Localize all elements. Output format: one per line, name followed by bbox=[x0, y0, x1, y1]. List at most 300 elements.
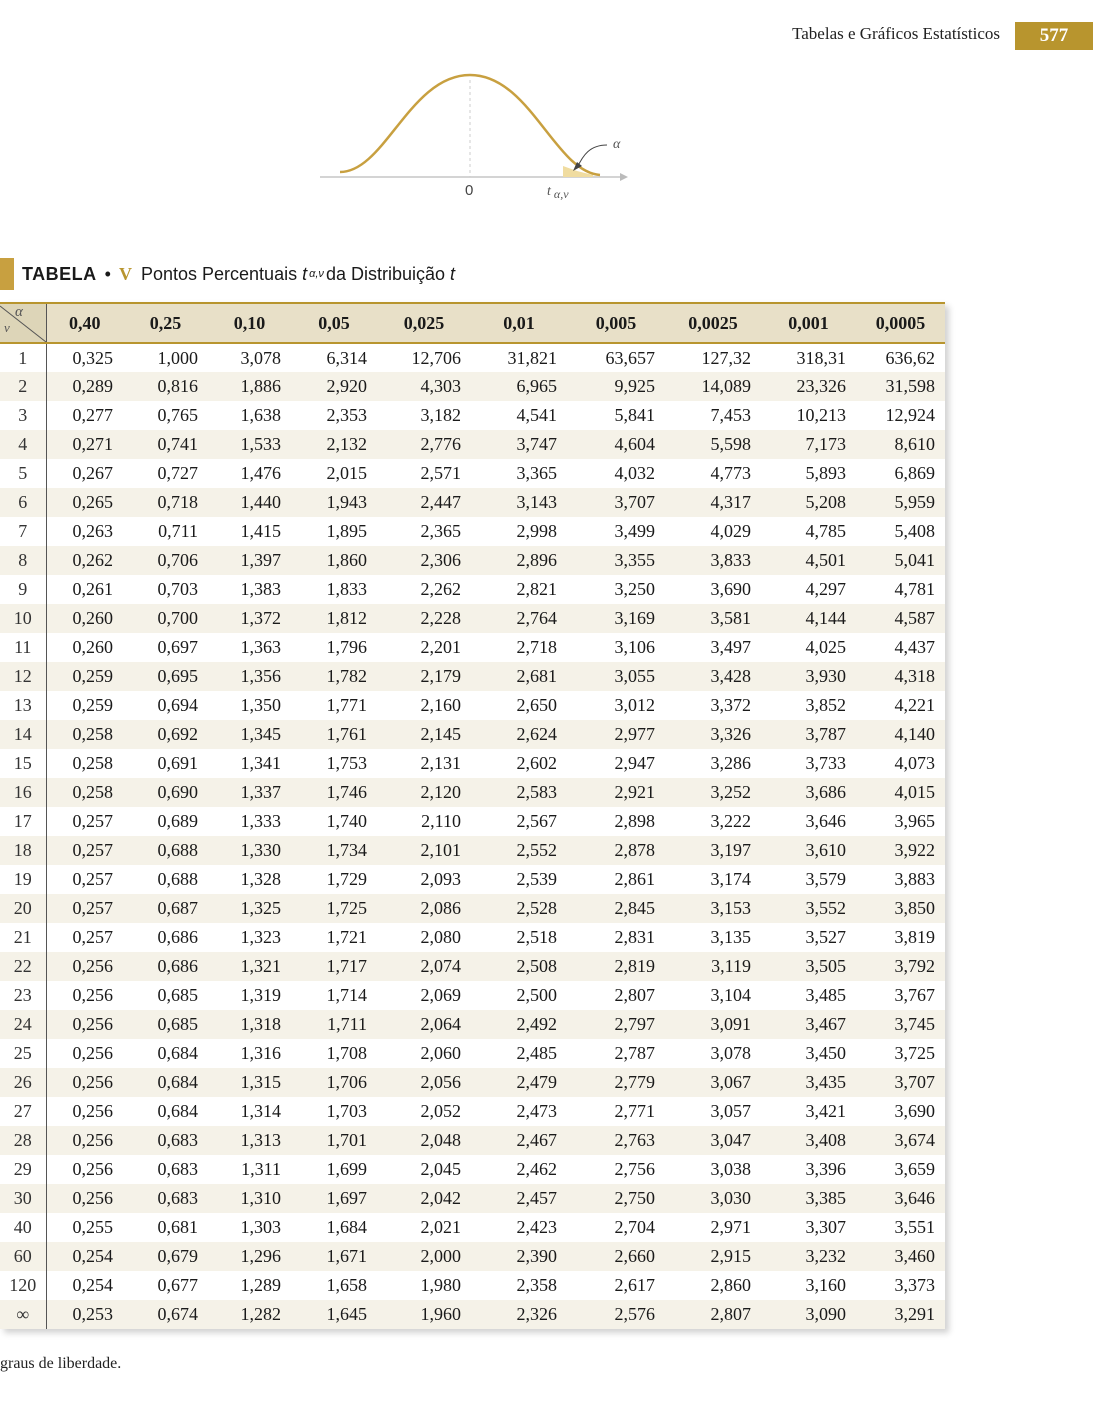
table-cell: 0,263 bbox=[72, 521, 113, 541]
table-cell: 3,326 bbox=[665, 720, 761, 749]
table-cell: 1,721 bbox=[326, 927, 367, 947]
table-row bbox=[0, 372, 945, 401]
table-cell: 6,314 bbox=[326, 347, 367, 368]
table-cell: 2,473 bbox=[516, 1101, 557, 1121]
table-row bbox=[0, 1300, 945, 1329]
degrees-of-freedom-cell: 40 bbox=[0, 1213, 46, 1242]
table-cell: 2,064 bbox=[377, 1010, 471, 1039]
table-cell: 4,541 bbox=[516, 405, 557, 425]
table-cell: 3,038 bbox=[710, 1159, 751, 1179]
table-cell: 0,689 bbox=[157, 811, 198, 831]
table-cell: 1,711 bbox=[291, 1010, 377, 1039]
table-row bbox=[0, 778, 945, 807]
table-cell: 0,677 bbox=[157, 1275, 198, 1295]
table-cell: 3,355 bbox=[567, 546, 665, 575]
column-header: 0,005 bbox=[567, 303, 665, 343]
table-cell: 3,408 bbox=[761, 1126, 856, 1155]
table-cell: 1,697 bbox=[291, 1184, 377, 1213]
table-cell: 4,140 bbox=[856, 720, 945, 749]
table-cell: 3,197 bbox=[665, 836, 761, 865]
t-label: t bbox=[547, 184, 551, 199]
table-cell: 0,271 bbox=[46, 430, 123, 459]
table-cell: 0,258 bbox=[72, 753, 113, 773]
degrees-of-freedom-cell: 9 bbox=[0, 575, 46, 604]
table-row bbox=[0, 633, 945, 662]
table-cell: 1,729 bbox=[326, 869, 367, 889]
table-row bbox=[0, 401, 945, 430]
table-cell: 3,078 bbox=[710, 1043, 751, 1063]
table-cell: 1,740 bbox=[326, 811, 367, 831]
table-cell: 0,690 bbox=[123, 778, 208, 807]
table-cell: 4,297 bbox=[805, 579, 846, 599]
table-cell: 3,012 bbox=[614, 695, 655, 715]
table-cell: 5,841 bbox=[614, 405, 655, 425]
table-cell: 0,688 bbox=[157, 869, 198, 889]
degrees-of-freedom-cell: 5 bbox=[0, 459, 46, 488]
table-cell: 1,671 bbox=[291, 1242, 377, 1271]
table-cell: 2,576 bbox=[567, 1300, 665, 1329]
table-cell: 0,257 bbox=[72, 869, 113, 889]
table-cell: 4,773 bbox=[710, 463, 751, 483]
column-header: 0,05 bbox=[291, 303, 377, 343]
table-cell: 1,330 bbox=[208, 836, 291, 865]
table-cell: 636,62 bbox=[885, 347, 935, 368]
table-row bbox=[0, 720, 945, 749]
table-cell: 2,069 bbox=[420, 985, 461, 1005]
degrees-of-freedom-cell: 8 bbox=[0, 546, 46, 575]
table-cell: 1,415 bbox=[240, 521, 281, 541]
table-cell: 2,101 bbox=[377, 836, 471, 865]
table-cell: 1,703 bbox=[326, 1101, 367, 1121]
table-cell: 2,358 bbox=[516, 1275, 557, 1295]
table-row bbox=[0, 459, 945, 488]
table-cell: 2,807 bbox=[614, 985, 655, 1005]
table-cell: 1,533 bbox=[208, 430, 291, 459]
table-cell: 3,485 bbox=[805, 985, 846, 1005]
table-cell: 2,056 bbox=[377, 1068, 471, 1097]
t-subscript: α,ν bbox=[553, 187, 569, 201]
table-cell: 3,232 bbox=[761, 1242, 856, 1271]
table-cell: 4,587 bbox=[856, 604, 945, 633]
table-cell: 3,551 bbox=[894, 1217, 935, 1237]
table-cell: 1,313 bbox=[208, 1126, 291, 1155]
table-cell: 1,440 bbox=[208, 488, 291, 517]
table-cell: 2,228 bbox=[377, 604, 471, 633]
table-cell: 2,624 bbox=[471, 720, 567, 749]
table-cell: 1,319 bbox=[240, 985, 281, 1005]
table-cell: 0,674 bbox=[123, 1300, 208, 1329]
table-cell: 1,717 bbox=[291, 952, 377, 981]
table-cell: 3,067 bbox=[665, 1068, 761, 1097]
table-cell: 2,500 bbox=[516, 985, 557, 1005]
table-row bbox=[0, 1213, 945, 1242]
table-cell: 1,318 bbox=[208, 1010, 291, 1039]
table-row bbox=[0, 952, 945, 981]
table-cell: 1,860 bbox=[291, 546, 377, 575]
table-cell: 0,691 bbox=[157, 753, 198, 773]
table-row bbox=[0, 894, 945, 923]
table-cell: 3,497 bbox=[710, 637, 751, 657]
table-cell: 0,679 bbox=[123, 1242, 208, 1271]
table-cell: 1,960 bbox=[377, 1300, 471, 1329]
table-cell: 0,325 bbox=[72, 347, 113, 368]
table-cell: 2,771 bbox=[614, 1101, 655, 1121]
table-cell: 2,539 bbox=[516, 869, 557, 889]
table-cell: 2,819 bbox=[567, 952, 665, 981]
table-cell: 4,501 bbox=[761, 546, 856, 575]
degrees-of-freedom-cell: 18 bbox=[0, 836, 46, 865]
table-cell: 3,965 bbox=[894, 811, 935, 831]
table-cell: 0,255 bbox=[72, 1217, 113, 1237]
table-cell: 2,145 bbox=[377, 720, 471, 749]
table-cell: 2,861 bbox=[614, 869, 655, 889]
column-header: 0,0005 bbox=[856, 303, 945, 343]
table-cell: 1,708 bbox=[326, 1043, 367, 1063]
title-label: TABELA bbox=[22, 263, 97, 284]
table-cell: 1,356 bbox=[208, 662, 291, 691]
table-cell: 2,977 bbox=[567, 720, 665, 749]
table-cell: 4,317 bbox=[665, 488, 761, 517]
table-cell: 3,182 bbox=[420, 405, 461, 425]
column-header: 0,01 bbox=[471, 303, 567, 343]
table-cell: 2,704 bbox=[614, 1217, 655, 1237]
table-row bbox=[0, 1155, 945, 1184]
table-cell: 3,135 bbox=[710, 927, 751, 947]
table-cell: 14,089 bbox=[665, 372, 761, 401]
table-cell: 127,32 bbox=[701, 347, 751, 368]
table-cell: 1,734 bbox=[291, 836, 377, 865]
table-cell: 3,143 bbox=[471, 488, 567, 517]
table-cell: 4,303 bbox=[377, 372, 471, 401]
table-cell: 2,776 bbox=[377, 430, 471, 459]
degrees-of-freedom-cell: 28 bbox=[0, 1126, 46, 1155]
table-cell: 1,345 bbox=[208, 720, 291, 749]
table-cell: 3,119 bbox=[665, 952, 761, 981]
degrees-of-freedom-cell: 20 bbox=[0, 894, 46, 923]
table-cell: 0,765 bbox=[157, 405, 198, 425]
table-cell: 7,453 bbox=[710, 405, 751, 425]
degrees-of-freedom-cell: 7 bbox=[0, 517, 46, 546]
title-number: V bbox=[118, 263, 132, 284]
table-cell: 1,323 bbox=[240, 927, 281, 947]
table-cell: 4,029 bbox=[710, 521, 751, 541]
table-cell: 3,725 bbox=[894, 1043, 935, 1063]
table-cell: 0,685 bbox=[157, 985, 198, 1005]
table-cell: 0,727 bbox=[157, 463, 198, 483]
title-t-subscript: α,ν bbox=[309, 268, 324, 280]
table-cell: 3,467 bbox=[761, 1010, 856, 1039]
table-cell: 2,971 bbox=[710, 1217, 751, 1237]
table-cell: 2,756 bbox=[614, 1159, 655, 1179]
table-cell: 2,567 bbox=[516, 811, 557, 831]
table-cell: 3,153 bbox=[665, 894, 761, 923]
table-row bbox=[0, 1097, 945, 1126]
table-cell: 1,812 bbox=[291, 604, 377, 633]
degrees-of-freedom-cell: 3 bbox=[0, 401, 46, 430]
table-cell: 1,383 bbox=[240, 579, 281, 599]
table-cell: 2,462 bbox=[516, 1159, 557, 1179]
table-cell: 0,261 bbox=[72, 579, 113, 599]
table-cell: 0,700 bbox=[123, 604, 208, 633]
table-row bbox=[0, 1184, 945, 1213]
table-row bbox=[0, 430, 945, 459]
table-cell: 4,437 bbox=[894, 637, 935, 657]
table-cell: 2,492 bbox=[471, 1010, 567, 1039]
table-row bbox=[0, 1068, 945, 1097]
table-cell: 2,132 bbox=[291, 430, 377, 459]
table-cell: 3,833 bbox=[665, 546, 761, 575]
table-cell: 0,253 bbox=[46, 1300, 123, 1329]
table-cell: 2,120 bbox=[377, 778, 471, 807]
title-text: Pontos Percentuais bbox=[140, 263, 298, 284]
table-cell: 2,045 bbox=[420, 1159, 461, 1179]
table-row bbox=[0, 807, 945, 836]
table-cell: 8,610 bbox=[856, 430, 945, 459]
degrees-of-freedom-cell: 27 bbox=[0, 1097, 46, 1126]
table-cell: 4,073 bbox=[894, 753, 935, 773]
alpha-pointer-arrow bbox=[577, 145, 607, 168]
table-cell: 0,256 bbox=[46, 1184, 123, 1213]
table-cell: 3,883 bbox=[894, 869, 935, 889]
table-row bbox=[0, 662, 945, 691]
table-cell: 2,797 bbox=[567, 1010, 665, 1039]
table-cell: 3,581 bbox=[665, 604, 761, 633]
table-cell: 0,259 bbox=[46, 662, 123, 691]
table-cell: 2,660 bbox=[567, 1242, 665, 1271]
table-row bbox=[0, 836, 945, 865]
table-row bbox=[0, 691, 945, 720]
table-cell: 4,144 bbox=[761, 604, 856, 633]
table-cell: 31,821 bbox=[507, 347, 557, 368]
degrees-of-freedom-cell: ∞ bbox=[0, 1300, 46, 1329]
table-cell: 6,869 bbox=[894, 463, 935, 483]
table-cell: 1,282 bbox=[208, 1300, 291, 1329]
table-cell: 3,707 bbox=[856, 1068, 945, 1097]
table-cell: 5,959 bbox=[856, 488, 945, 517]
table-cell: 3,057 bbox=[710, 1101, 751, 1121]
degrees-of-freedom-cell: 23 bbox=[0, 981, 46, 1010]
table-cell: 2,787 bbox=[614, 1043, 655, 1063]
table-cell: 4,785 bbox=[805, 521, 846, 541]
degrees-of-freedom-cell: 30 bbox=[0, 1184, 46, 1213]
table-cell: 3,160 bbox=[805, 1275, 846, 1295]
table-cell: 3,106 bbox=[614, 637, 655, 657]
degrees-of-freedom-cell: 14 bbox=[0, 720, 46, 749]
footnote: graus de liberdade. bbox=[0, 1355, 122, 1372]
table-cell: 2,764 bbox=[471, 604, 567, 633]
table-cell: 3,733 bbox=[805, 753, 846, 773]
table-cell: 0,254 bbox=[46, 1242, 123, 1271]
table-cell: 3,222 bbox=[710, 811, 751, 831]
table-cell: 3,686 bbox=[761, 778, 856, 807]
degrees-of-freedom-cell: 12 bbox=[0, 662, 46, 691]
table-cell: 2,353 bbox=[326, 405, 367, 425]
table-cell: 2,365 bbox=[420, 521, 461, 541]
table-cell: 0,681 bbox=[157, 1217, 198, 1237]
table-cell: 0,277 bbox=[72, 405, 113, 425]
table-cell: 0,683 bbox=[123, 1184, 208, 1213]
table-cell: 1,316 bbox=[240, 1043, 281, 1063]
table-cell: 0,257 bbox=[46, 836, 123, 865]
table-cell: 0,683 bbox=[157, 1159, 198, 1179]
degrees-of-freedom-cell: 25 bbox=[0, 1039, 46, 1068]
table-cell: 1,796 bbox=[326, 637, 367, 657]
table-cell: 3,922 bbox=[856, 836, 945, 865]
table-cell: 2,508 bbox=[471, 952, 567, 981]
degrees-of-freedom-cell: 11 bbox=[0, 633, 46, 662]
table-cell: 3,091 bbox=[665, 1010, 761, 1039]
table-cell: 1,321 bbox=[208, 952, 291, 981]
table-row bbox=[0, 1271, 945, 1300]
table-row bbox=[0, 1242, 945, 1271]
title-text-2: da Distribuição bbox=[325, 263, 445, 284]
table-cell: 1,337 bbox=[208, 778, 291, 807]
table-cell: 2,750 bbox=[567, 1184, 665, 1213]
table-cell: 3,372 bbox=[710, 695, 751, 715]
table-cell: 1,833 bbox=[326, 579, 367, 599]
table-cell: 2,617 bbox=[614, 1275, 655, 1295]
title-t-end: t bbox=[450, 263, 456, 284]
table-cell: 0,695 bbox=[123, 662, 208, 691]
table-cell: 2,681 bbox=[471, 662, 567, 691]
table-cell: 3,646 bbox=[805, 811, 846, 831]
table-cell: 3,250 bbox=[614, 579, 655, 599]
table-cell: 0,267 bbox=[72, 463, 113, 483]
table-cell: 0,684 bbox=[123, 1068, 208, 1097]
table-cell: 0,687 bbox=[123, 894, 208, 923]
table-cell: 0,686 bbox=[123, 952, 208, 981]
table-cell: 0,256 bbox=[72, 1101, 113, 1121]
table-row bbox=[0, 575, 945, 604]
table-cell: 2,898 bbox=[614, 811, 655, 831]
degrees-of-freedom-cell: 2 bbox=[0, 372, 46, 401]
axis-arrowhead bbox=[620, 173, 628, 181]
table-cell: 0,254 bbox=[72, 1275, 113, 1295]
alpha-label: α bbox=[613, 137, 621, 152]
degrees-of-freedom-cell: 29 bbox=[0, 1155, 46, 1184]
table-cell: 3,090 bbox=[761, 1300, 856, 1329]
table-cell: 0,697 bbox=[157, 637, 198, 657]
table-cell: 1,782 bbox=[291, 662, 377, 691]
table-cell: 3,047 bbox=[665, 1126, 761, 1155]
table-cell: 0,686 bbox=[157, 927, 198, 947]
degrees-of-freedom-cell: 15 bbox=[0, 749, 46, 778]
table-cell: 2,262 bbox=[420, 579, 461, 599]
table-cell: 4,318 bbox=[856, 662, 945, 691]
table-cell: 0,257 bbox=[72, 811, 113, 831]
table-cell: 3,690 bbox=[894, 1101, 935, 1121]
table-row bbox=[0, 517, 945, 546]
title-t-symbol: t bbox=[302, 263, 308, 284]
table-cell: 2,920 bbox=[291, 372, 377, 401]
table-cell: 1,328 bbox=[240, 869, 281, 889]
table-cell: 2,423 bbox=[516, 1217, 557, 1237]
table-cell: 3,552 bbox=[761, 894, 856, 923]
table-cell: 2,479 bbox=[471, 1068, 567, 1097]
table-cell: 1,714 bbox=[326, 985, 367, 1005]
table-cell: 3,930 bbox=[761, 662, 856, 691]
table-cell: 3,104 bbox=[710, 985, 751, 1005]
table-cell: 3,435 bbox=[761, 1068, 856, 1097]
table-cell: 5,598 bbox=[665, 430, 761, 459]
table-row bbox=[0, 1126, 945, 1155]
table-cell: 2,074 bbox=[377, 952, 471, 981]
table-cell: 1,638 bbox=[240, 405, 281, 425]
table-cell: 1,706 bbox=[291, 1068, 377, 1097]
table-cell: 3,169 bbox=[567, 604, 665, 633]
table-cell: 2,326 bbox=[471, 1300, 567, 1329]
table-cell: 2,998 bbox=[516, 521, 557, 541]
table-cell: 2,048 bbox=[377, 1126, 471, 1155]
table-cell: 0,688 bbox=[123, 836, 208, 865]
table-cell: 0,685 bbox=[123, 1010, 208, 1039]
table-cell: 7,173 bbox=[761, 430, 856, 459]
table-cell: 0,684 bbox=[157, 1101, 198, 1121]
table-cell: 0,683 bbox=[123, 1126, 208, 1155]
table-row bbox=[0, 343, 945, 372]
t-distribution-table-container bbox=[0, 302, 945, 1329]
table-cell: 2,845 bbox=[567, 894, 665, 923]
table-row bbox=[0, 1010, 945, 1039]
table-cell: 3,252 bbox=[665, 778, 761, 807]
table-cell: 3,373 bbox=[894, 1275, 935, 1295]
degrees-of-freedom-cell: 19 bbox=[0, 865, 46, 894]
table-cell: 2,086 bbox=[377, 894, 471, 923]
title-bullet: • bbox=[104, 263, 111, 284]
table-cell: 12,924 bbox=[885, 405, 935, 425]
table-cell: 0,706 bbox=[123, 546, 208, 575]
table-cell: 0,259 bbox=[72, 695, 113, 715]
table-cell: 3,792 bbox=[856, 952, 945, 981]
table-cell: 3,747 bbox=[471, 430, 567, 459]
table-cell: 2,390 bbox=[471, 1242, 567, 1271]
table-cell: 3,078 bbox=[240, 347, 281, 368]
table-cell: 2,015 bbox=[326, 463, 367, 483]
table-cell: 3,819 bbox=[894, 927, 935, 947]
table-cell: 2,921 bbox=[567, 778, 665, 807]
table-cell: 2,110 bbox=[421, 811, 461, 831]
table-cell: 0,256 bbox=[72, 1159, 113, 1179]
table-cell: 3,396 bbox=[805, 1159, 846, 1179]
table-cell: 2,915 bbox=[665, 1242, 761, 1271]
table-cell: 4,025 bbox=[805, 637, 846, 657]
table-cell: 2,080 bbox=[420, 927, 461, 947]
table-cell: 3,527 bbox=[805, 927, 846, 947]
table-row bbox=[0, 749, 945, 778]
table-cell: 3,707 bbox=[567, 488, 665, 517]
table-cell: 2,571 bbox=[420, 463, 461, 483]
table-cell: 3,787 bbox=[761, 720, 856, 749]
table-cell: 9,925 bbox=[567, 372, 665, 401]
table-cell: 10,213 bbox=[796, 405, 846, 425]
t-alpha-nu-label bbox=[547, 184, 569, 201]
table-cell: 0,258 bbox=[46, 778, 123, 807]
table-cell: 1,310 bbox=[208, 1184, 291, 1213]
table-cell: 4,015 bbox=[856, 778, 945, 807]
table-title bbox=[0, 258, 455, 290]
table-cell: 3,659 bbox=[894, 1159, 935, 1179]
table-cell: 6,965 bbox=[471, 372, 567, 401]
table-cell: 5,408 bbox=[894, 521, 935, 541]
table-cell: 1,658 bbox=[326, 1275, 367, 1295]
table-cell: 3,767 bbox=[894, 985, 935, 1005]
table-cell: 0,256 bbox=[46, 952, 123, 981]
table-cell: 3,646 bbox=[856, 1184, 945, 1213]
table-cell: 2,160 bbox=[420, 695, 461, 715]
degrees-of-freedom-cell: 6 bbox=[0, 488, 46, 517]
table-cell: 2,457 bbox=[471, 1184, 567, 1213]
table-cell: 1,725 bbox=[291, 894, 377, 923]
